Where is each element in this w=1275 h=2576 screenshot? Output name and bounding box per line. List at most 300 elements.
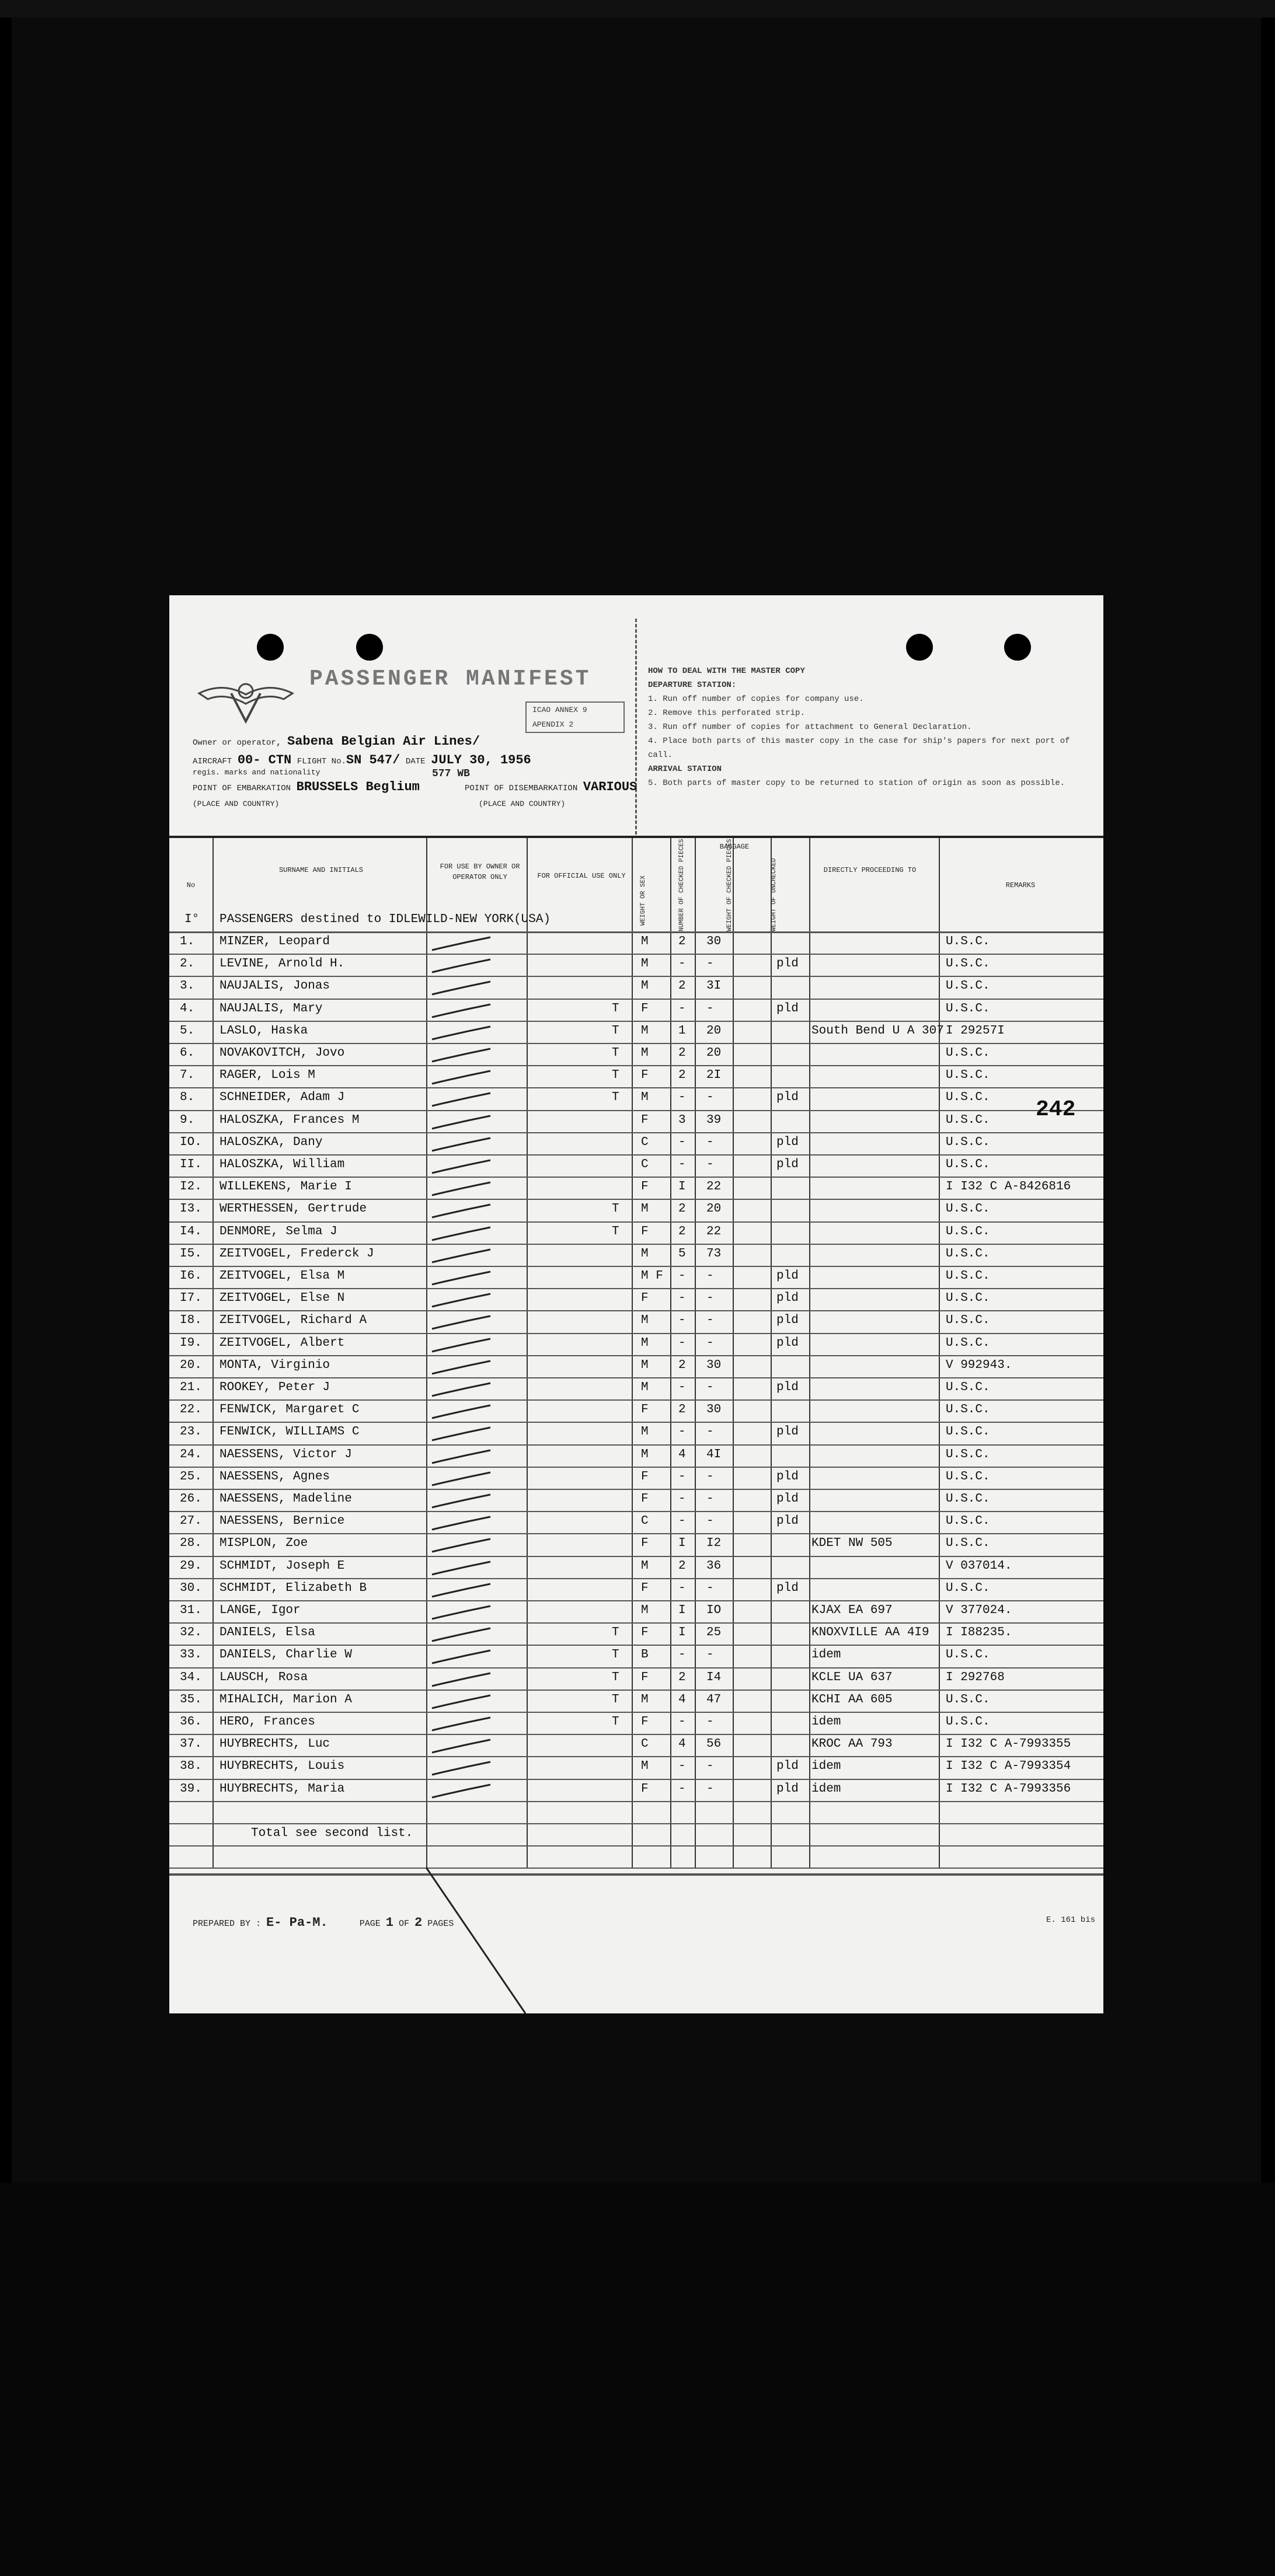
passenger-name: NAUJALIS, Jonas bbox=[220, 979, 330, 993]
col-header-directly: DIRECTLY PROCEEDING TO bbox=[823, 866, 917, 874]
unchecked-weight: pld bbox=[776, 1782, 799, 1796]
unchecked-weight: pld bbox=[776, 1158, 799, 1171]
table-row bbox=[169, 1154, 1103, 1177]
remarks: U.S.C. bbox=[946, 1247, 990, 1261]
check-mark-icon bbox=[426, 1605, 502, 1621]
checked-weight: 20 bbox=[706, 1202, 722, 1216]
table-row bbox=[169, 1690, 1103, 1712]
of-label: OF bbox=[398, 1919, 409, 1929]
checked-pieces: 2 bbox=[678, 1046, 686, 1060]
remarks: U.S.C. bbox=[946, 1046, 990, 1060]
checked-weight: - bbox=[706, 1514, 714, 1528]
pages-label: PAGES bbox=[427, 1919, 454, 1929]
passenger-name: RAGER, Lois M bbox=[220, 1069, 315, 1083]
table-row bbox=[169, 1333, 1103, 1355]
remarks: U.S.C. bbox=[946, 1158, 990, 1171]
proceeding-to: KJAX EA 697 bbox=[811, 1604, 893, 1617]
table-row bbox=[169, 1221, 1103, 1244]
table-row bbox=[169, 1377, 1103, 1399]
checked-pieces: 2 bbox=[678, 1670, 686, 1684]
remarks: I I32 C A-7993355 bbox=[946, 1737, 1071, 1751]
date-value: JULY 30, 1956 bbox=[431, 753, 531, 767]
checked-pieces: - bbox=[678, 1001, 686, 1015]
row-number: 33. bbox=[180, 1648, 202, 1662]
proceeding-to: KCHI AA 605 bbox=[811, 1692, 893, 1706]
passenger-name: ZEITVOGEL, Else N bbox=[220, 1292, 345, 1306]
table-row bbox=[169, 1511, 1103, 1533]
checked-weight: 22 bbox=[706, 1180, 722, 1194]
transit-mark: T bbox=[612, 1648, 619, 1662]
instruction-step: 2. Remove this perforated strip. bbox=[648, 708, 805, 718]
checked-pieces: 4 bbox=[678, 1447, 686, 1461]
row-number: 23. bbox=[180, 1425, 202, 1439]
remarks: U.S.C. bbox=[946, 1135, 990, 1149]
checked-weight: - bbox=[706, 1001, 714, 1015]
transit-mark: T bbox=[612, 1024, 619, 1038]
checked-pieces: 2 bbox=[678, 1202, 686, 1216]
checked-pieces: - bbox=[678, 1492, 686, 1506]
col-header-bag-weight: WEIGHT OF CHECKED PIECES bbox=[726, 839, 733, 931]
passenger-sex: M bbox=[641, 1447, 649, 1461]
checked-pieces: 1 bbox=[678, 1024, 686, 1038]
prepared-label: PREPARED BY : bbox=[193, 1919, 262, 1929]
remarks: U.S.C. bbox=[946, 1447, 990, 1461]
unchecked-weight: pld bbox=[776, 957, 799, 971]
check-mark-icon bbox=[426, 1092, 502, 1108]
row-number: 22. bbox=[180, 1403, 202, 1417]
passenger-name: HALOSZKA, Dany bbox=[220, 1135, 323, 1149]
check-mark-icon bbox=[426, 1070, 502, 1086]
col-header-remarks: REMARKS bbox=[1005, 881, 1036, 889]
checked-pieces: - bbox=[678, 1648, 686, 1662]
transit-mark: T bbox=[612, 1692, 619, 1706]
remarks: V 992943. bbox=[946, 1358, 1012, 1372]
checked-weight: - bbox=[706, 1381, 714, 1394]
table-row bbox=[169, 1600, 1103, 1622]
passenger-sex: F bbox=[641, 1492, 649, 1506]
checked-weight: - bbox=[706, 1091, 714, 1105]
row-number: 27. bbox=[180, 1514, 202, 1528]
flight-label: FLIGHT No. bbox=[297, 757, 346, 766]
passenger-name: LAUSCH, Rosa bbox=[220, 1670, 308, 1684]
table-row bbox=[169, 1622, 1103, 1645]
passenger-name: ZEITVOGEL, Frederck J bbox=[220, 1247, 374, 1261]
remarks: I 29257I bbox=[946, 1024, 1005, 1038]
row-number: IO. bbox=[180, 1135, 202, 1149]
proceeding-to: KROC AA 793 bbox=[811, 1737, 893, 1751]
manifest-table bbox=[169, 836, 1103, 1910]
check-mark-icon bbox=[426, 1248, 502, 1265]
instruction-step: 5. Both parts of master copy to be returned to station of origin as soon as possible. bbox=[648, 779, 1065, 788]
sabena-logo-icon bbox=[196, 676, 295, 728]
table-row bbox=[169, 1087, 1103, 1109]
check-mark-icon bbox=[426, 1181, 502, 1198]
remarks: V 037014. bbox=[946, 1559, 1012, 1573]
table-row bbox=[169, 1467, 1103, 1489]
table-row bbox=[169, 1667, 1103, 1690]
passenger-name: MONTA, Virginio bbox=[220, 1358, 330, 1372]
embark-line bbox=[193, 780, 420, 794]
passenger-sex: F bbox=[641, 1715, 649, 1729]
checked-pieces: - bbox=[678, 1091, 686, 1105]
check-mark-icon bbox=[426, 1694, 502, 1711]
checked-pieces: - bbox=[678, 1581, 686, 1595]
unchecked-weight: pld bbox=[776, 1492, 799, 1506]
checked-weight: 36 bbox=[706, 1559, 722, 1573]
checked-pieces: I bbox=[678, 1537, 686, 1551]
passenger-name: ROOKEY, Peter J bbox=[220, 1381, 330, 1394]
check-mark-icon bbox=[426, 1627, 502, 1643]
check-mark-icon bbox=[426, 1493, 502, 1510]
table-row-line bbox=[169, 1868, 1103, 1869]
checked-pieces: - bbox=[678, 1715, 686, 1729]
row-number: 1. bbox=[180, 935, 195, 948]
remarks: U.S.C. bbox=[946, 1403, 990, 1417]
embark-sub: (PLACE AND COUNTRY) bbox=[193, 800, 280, 808]
row-number: 24. bbox=[180, 1447, 202, 1461]
passenger-name: LANGE, Igor bbox=[220, 1604, 301, 1617]
row-number: 7. bbox=[180, 1069, 195, 1083]
aircraft-line bbox=[193, 753, 531, 767]
checked-pieces: - bbox=[678, 1314, 686, 1328]
passenger-name: HUYBRECHTS, Maria bbox=[220, 1782, 345, 1796]
check-mark-icon bbox=[426, 1115, 502, 1131]
instruction-step: 3. Run off number of copies for attachment to General Declaration. bbox=[648, 722, 972, 732]
passenger-manifest-sheet bbox=[169, 595, 1103, 2013]
remarks: U.S.C. bbox=[946, 1202, 990, 1216]
check-mark-icon bbox=[426, 1048, 502, 1064]
remarks: U.S.C. bbox=[946, 1069, 990, 1083]
punch-hole bbox=[1004, 634, 1031, 661]
check-mark-icon bbox=[426, 936, 502, 952]
check-mark-icon bbox=[426, 1025, 502, 1042]
proceeding-to: idem bbox=[811, 1782, 841, 1796]
row-number: I5. bbox=[180, 1247, 202, 1261]
row-number: I4. bbox=[180, 1224, 202, 1238]
passenger-name: HUYBRECHTS, Louis bbox=[220, 1760, 345, 1774]
checked-weight: - bbox=[706, 1492, 714, 1506]
page-label: PAGE bbox=[359, 1919, 381, 1929]
passenger-sex: C bbox=[641, 1158, 649, 1171]
checked-weight: - bbox=[706, 1581, 714, 1595]
passenger-sex: F bbox=[641, 1224, 649, 1238]
table-row bbox=[169, 1734, 1103, 1756]
check-mark-icon bbox=[426, 1226, 502, 1242]
passenger-name: FENWICK, Margaret C bbox=[220, 1403, 360, 1417]
check-mark-icon bbox=[426, 1404, 502, 1420]
passenger-sex: C bbox=[641, 1737, 649, 1751]
remarks: U.S.C. bbox=[946, 1224, 990, 1238]
transit-mark: T bbox=[612, 1670, 619, 1684]
check-mark-icon bbox=[426, 1583, 502, 1599]
remarks: U.S.C. bbox=[946, 1381, 990, 1394]
disembark-sub: (PLACE AND COUNTRY) bbox=[479, 800, 566, 808]
passenger-name: ZEITVOGEL, Richard A bbox=[220, 1314, 367, 1328]
transit-mark: T bbox=[612, 1069, 619, 1083]
passenger-name: LEVINE, Arnold H. bbox=[220, 957, 345, 971]
unchecked-weight: pld bbox=[776, 1469, 799, 1484]
remarks: U.S.C. bbox=[946, 979, 990, 993]
row-number: I6. bbox=[180, 1269, 202, 1283]
proceeding-to: KDET NW 505 bbox=[811, 1537, 893, 1551]
table-row bbox=[169, 1422, 1103, 1444]
transit-mark: T bbox=[612, 1626, 619, 1640]
passenger-sex: F bbox=[641, 1113, 649, 1127]
checked-weight: - bbox=[706, 1715, 714, 1729]
checked-weight: 39 bbox=[706, 1113, 722, 1127]
passenger-sex: F bbox=[641, 1626, 649, 1640]
check-mark-icon bbox=[426, 1293, 502, 1309]
check-mark-icon bbox=[426, 1538, 502, 1554]
film-edge-top bbox=[0, 0, 1275, 18]
passenger-name: MINZER, Leopard bbox=[220, 935, 330, 948]
unchecked-weight: pld bbox=[776, 1292, 799, 1306]
checked-pieces: I bbox=[678, 1626, 686, 1640]
remarks: U.S.C. bbox=[946, 1581, 990, 1595]
checked-weight: 30 bbox=[706, 1403, 722, 1417]
proceeding-to: KCLE UA 637 bbox=[811, 1670, 893, 1684]
table-row bbox=[169, 1533, 1103, 1555]
check-mark-icon bbox=[426, 1003, 502, 1020]
remarks: I I88235. bbox=[946, 1626, 1012, 1640]
regis-note: regis. marks and nationality bbox=[193, 768, 321, 777]
checked-weight: - bbox=[706, 1314, 714, 1328]
passenger-sex: F bbox=[641, 1069, 649, 1083]
transit-mark: T bbox=[612, 1224, 619, 1238]
table-row bbox=[169, 1645, 1103, 1667]
check-mark-icon bbox=[426, 980, 502, 997]
checked-weight: 20 bbox=[706, 1024, 722, 1038]
passenger-sex: M bbox=[641, 957, 649, 971]
transit-mark: T bbox=[612, 1046, 619, 1060]
check-mark-icon bbox=[426, 1761, 502, 1777]
row-number: 4. bbox=[180, 1001, 195, 1015]
passenger-sex: F bbox=[641, 1292, 649, 1306]
passenger-sex: F bbox=[641, 1001, 649, 1015]
passenger-name: HERO, Frances bbox=[220, 1715, 315, 1729]
remarks: U.S.C. bbox=[946, 935, 990, 948]
passenger-name: MISPLON, Zoe bbox=[220, 1537, 308, 1551]
table-row bbox=[169, 1556, 1103, 1578]
passenger-sex: M bbox=[641, 1692, 649, 1706]
passenger-sex: M F bbox=[641, 1269, 663, 1283]
col-header-unchecked: WEIGHT OF UNCHECKED bbox=[771, 858, 778, 931]
checked-pieces: 3 bbox=[678, 1113, 686, 1127]
check-mark-icon bbox=[426, 1270, 502, 1287]
flight-extra: 577 WB bbox=[432, 768, 470, 780]
passenger-name: NAUJALIS, Mary bbox=[220, 1001, 323, 1015]
embark-label: POINT OF EMBARKATION bbox=[193, 784, 291, 793]
table-row bbox=[169, 1310, 1103, 1332]
page-stamp-number: 242 bbox=[1036, 1097, 1076, 1122]
proceeding-to: idem bbox=[811, 1715, 841, 1729]
transit-mark: T bbox=[612, 1715, 619, 1729]
unchecked-weight: pld bbox=[776, 1381, 799, 1394]
checked-pieces: - bbox=[678, 1514, 686, 1528]
remarks: U.S.C. bbox=[946, 1692, 990, 1706]
table-row bbox=[169, 1177, 1103, 1199]
remarks: I 292768 bbox=[946, 1670, 1005, 1684]
date-label: DATE bbox=[405, 757, 426, 766]
owner-value: Sabena Belgian Air Lines/ bbox=[287, 734, 480, 749]
heading-row bbox=[169, 909, 1103, 931]
form-number: E. 161 bis bbox=[1046, 1915, 1095, 1925]
checked-weight: - bbox=[706, 957, 714, 971]
passenger-name: ZEITVOGEL, Elsa M bbox=[220, 1269, 345, 1283]
heading-row-text: PASSENGERS destined to IDLEWILD-NEW YORK(USA) bbox=[220, 913, 551, 926]
embark-value: BRUSSELS Beglium bbox=[296, 780, 420, 794]
unchecked-weight: pld bbox=[776, 1581, 799, 1595]
row-number: I8. bbox=[180, 1314, 202, 1328]
check-mark-icon bbox=[426, 1561, 502, 1577]
proceeding-to: South Bend U A 307 bbox=[811, 1024, 944, 1038]
row-number: 3. bbox=[180, 979, 195, 993]
row-number: 32. bbox=[180, 1626, 202, 1640]
passenger-name: DENMORE, Selma J bbox=[220, 1224, 337, 1238]
row-number: 20. bbox=[180, 1358, 202, 1372]
proceeding-to: idem bbox=[811, 1648, 841, 1662]
table-row bbox=[169, 1444, 1103, 1467]
passenger-name: HALOSZKA, William bbox=[220, 1158, 345, 1171]
checked-pieces: - bbox=[678, 1381, 686, 1394]
passenger-name: NAESSENS, Bernice bbox=[220, 1514, 345, 1528]
checked-weight: - bbox=[706, 1158, 714, 1171]
row-number: 21. bbox=[180, 1381, 202, 1394]
perforation-line bbox=[635, 619, 637, 835]
col-header-no: No bbox=[186, 881, 196, 889]
passenger-name: WILLEKENS, Marie I bbox=[220, 1180, 352, 1194]
passenger-name: DANIELS, Elsa bbox=[220, 1626, 315, 1640]
checked-pieces: 2 bbox=[678, 1559, 686, 1573]
table-row bbox=[169, 1110, 1103, 1132]
check-mark-icon bbox=[426, 1360, 502, 1376]
checked-pieces: - bbox=[678, 1135, 686, 1149]
check-mark-icon bbox=[426, 1203, 502, 1220]
passenger-sex: F bbox=[641, 1537, 649, 1551]
checked-pieces: 4 bbox=[678, 1692, 686, 1706]
passenger-sex: M bbox=[641, 1559, 649, 1573]
checked-weight: I4 bbox=[706, 1670, 722, 1684]
icao-annex-box bbox=[525, 701, 625, 733]
passenger-sex: C bbox=[641, 1135, 649, 1149]
checked-pieces: 4 bbox=[678, 1737, 686, 1751]
row-number: 28. bbox=[180, 1537, 202, 1551]
col-header-owner-use: FOR USE BY OWNER OR OPERATOR ONLY bbox=[440, 863, 520, 881]
passenger-name: LASLO, Haska bbox=[220, 1024, 308, 1038]
row-number: 35. bbox=[180, 1692, 202, 1706]
remarks: U.S.C. bbox=[946, 1269, 990, 1283]
row-number: 30. bbox=[180, 1581, 202, 1595]
table-row bbox=[169, 1288, 1103, 1310]
row-number: 29. bbox=[180, 1559, 202, 1573]
checked-weight: - bbox=[706, 1336, 714, 1350]
checked-pieces: 2 bbox=[678, 1403, 686, 1417]
aircraft-label: AIRCRAFT bbox=[193, 757, 232, 766]
film-edge-bottom bbox=[0, 2183, 1275, 2576]
table-row bbox=[169, 1355, 1103, 1377]
checked-pieces: - bbox=[678, 1269, 686, 1283]
annex-line: ICAO ANNEX 9 bbox=[532, 706, 587, 714]
checked-weight: - bbox=[706, 1760, 714, 1774]
checked-weight: 20 bbox=[706, 1046, 722, 1060]
passenger-name: NAESSENS, Victor J bbox=[220, 1447, 352, 1461]
page-value: 1 bbox=[385, 1915, 393, 1930]
passenger-name: SCHNEIDER, Adam J bbox=[220, 1091, 345, 1105]
checked-pieces: - bbox=[678, 1782, 686, 1796]
checked-pieces: I bbox=[678, 1604, 686, 1617]
table-row bbox=[169, 931, 1103, 954]
checked-pieces: - bbox=[678, 957, 686, 971]
check-mark-icon bbox=[426, 1516, 502, 1532]
row-number: 25. bbox=[180, 1469, 202, 1484]
table-row-line bbox=[169, 1873, 1103, 1876]
check-mark-icon bbox=[426, 1426, 502, 1443]
of-value: 2 bbox=[414, 1915, 423, 1930]
checked-weight: 4I bbox=[706, 1447, 722, 1461]
col-header-baggage: BAGGAGE bbox=[719, 843, 750, 851]
remarks: U.S.C. bbox=[946, 957, 990, 971]
checked-weight: 30 bbox=[706, 935, 722, 948]
checked-weight: - bbox=[706, 1469, 714, 1484]
table-row-line bbox=[169, 1845, 1103, 1847]
checked-weight: 25 bbox=[706, 1626, 722, 1640]
remarks: U.S.C. bbox=[946, 1537, 990, 1551]
passenger-name: MIHALICH, Marion A bbox=[220, 1692, 352, 1706]
remarks: U.S.C. bbox=[946, 1314, 990, 1328]
checked-pieces: - bbox=[678, 1425, 686, 1439]
remarks: U.S.C. bbox=[946, 1514, 990, 1528]
checked-weight: - bbox=[706, 1135, 714, 1149]
passenger-sex: F bbox=[641, 1403, 649, 1417]
passenger-sex: F bbox=[641, 1782, 649, 1796]
checked-pieces: - bbox=[678, 1158, 686, 1171]
checked-weight: - bbox=[706, 1648, 714, 1662]
row-number: 34. bbox=[180, 1670, 202, 1684]
unchecked-weight: pld bbox=[776, 1091, 799, 1105]
passenger-name: FENWICK, WILLIAMS C bbox=[220, 1425, 360, 1439]
table-row bbox=[169, 1043, 1103, 1065]
passenger-name: HALOSZKA, Frances M bbox=[220, 1113, 360, 1127]
disembark-value: VARIOUS bbox=[583, 780, 638, 794]
departure-station-label: DEPARTURE STATION: bbox=[648, 680, 737, 690]
checked-weight: 2I bbox=[706, 1069, 722, 1083]
remarks: U.S.C. bbox=[946, 1091, 990, 1105]
passenger-sex: M bbox=[641, 1247, 649, 1261]
instructions-heading: HOW TO DEAL WITH THE MASTER COPY bbox=[648, 666, 805, 676]
passenger-sex: M bbox=[641, 1202, 649, 1216]
table-row bbox=[169, 954, 1103, 976]
passenger-name: NOVAKOVITCH, Jovo bbox=[220, 1046, 345, 1060]
punch-hole bbox=[257, 634, 284, 661]
checked-pieces: 2 bbox=[678, 935, 686, 948]
checked-weight: - bbox=[706, 1269, 714, 1283]
table-row-line bbox=[169, 1801, 1103, 1802]
checked-pieces: - bbox=[678, 1336, 686, 1350]
row-number: 38. bbox=[180, 1760, 202, 1774]
table-row bbox=[169, 999, 1103, 1021]
checked-pieces: I bbox=[678, 1180, 686, 1194]
check-mark-icon bbox=[426, 1471, 502, 1488]
row-number: 26. bbox=[180, 1492, 202, 1506]
checked-weight: IO bbox=[706, 1604, 722, 1617]
check-mark-icon bbox=[426, 958, 502, 975]
check-mark-icon bbox=[426, 1739, 502, 1755]
remarks: U.S.C. bbox=[946, 1715, 990, 1729]
checked-pieces: 5 bbox=[678, 1247, 686, 1261]
passenger-name: SCHMIDT, Joseph E bbox=[220, 1559, 345, 1573]
checked-pieces: 2 bbox=[678, 979, 686, 993]
row-number: II. bbox=[180, 1158, 202, 1171]
